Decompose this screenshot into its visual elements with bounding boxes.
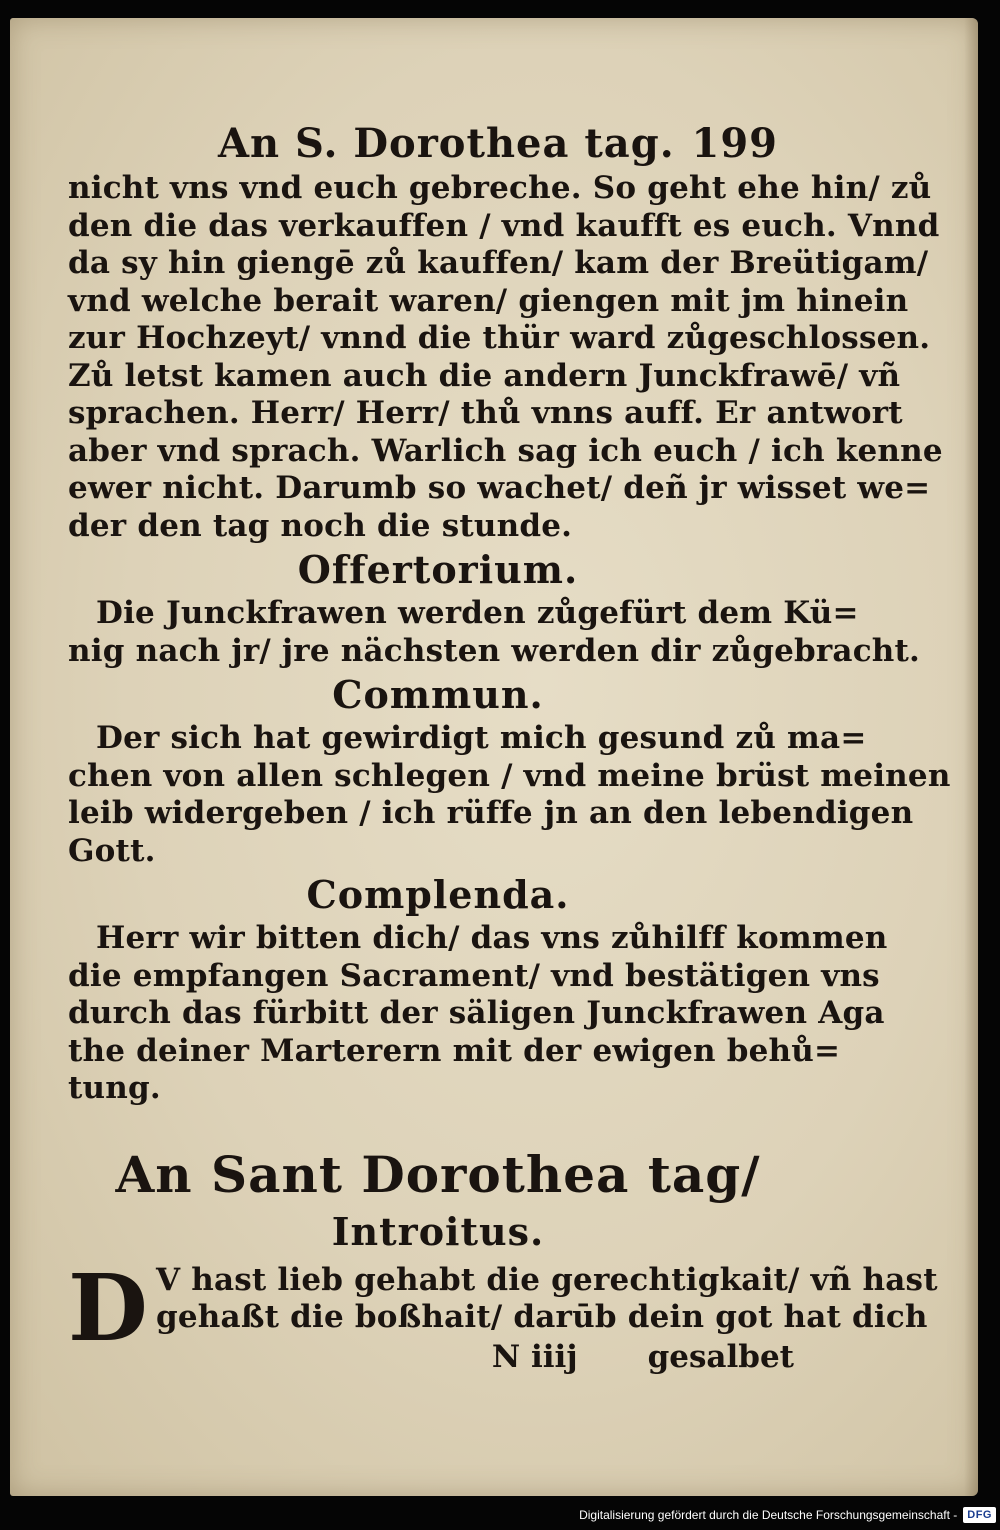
drop-cap-initial: D	[68, 1253, 148, 1362]
text-line: ewer nicht. Darumb so wachet/ deñ jr wisset we=	[68, 470, 931, 506]
footer-credit-text: Digitalisierung gefördert durch die Deutsche Forschungsgemeinschaft -	[579, 1508, 958, 1522]
text-line: Herr wir bitten dich/ das vns zůhilff kommen	[96, 920, 888, 956]
footer-credit	[579, 1500, 1000, 1530]
complenda-heading: Complenda.	[306, 872, 570, 917]
catchword: gesalbet	[647, 1338, 794, 1375]
text-line: da sy hin giengē zů kauffen/ kam der Breütigam/	[68, 245, 929, 281]
text-line: den die das verkauffen / vnd kaufft es euch. Vnnd	[68, 207, 940, 244]
section-heading: An Sant Dorothea tag/	[115, 1144, 761, 1204]
dfg-logo: DFG	[963, 1507, 996, 1523]
text-line: durch das fürbitt der säligen Junckfrawen Aga	[68, 995, 885, 1031]
running-head	[68, 118, 808, 170]
page-text	[68, 118, 951, 1377]
folio-number: 199	[691, 120, 778, 167]
introitus-heading: Introitus.	[331, 1208, 545, 1254]
signature-mark: N iiij	[491, 1338, 578, 1375]
offertorium-text	[68, 595, 921, 670]
complenda-text	[68, 920, 888, 1108]
text-line: der den tag noch die stunde.	[68, 507, 573, 544]
commun-heading: Commun.	[332, 672, 544, 717]
text-line: Gott.	[68, 832, 156, 869]
text-line: V hast lieb gehabt die gerechtigkait/ vñ hast	[156, 1261, 938, 1298]
text-line: chen von allen schlegen / vnd meine brüst meinen	[68, 757, 951, 794]
text-line: Die Junckfrawen werden zůgefürt dem Kü=	[96, 595, 859, 631]
page-edge	[964, 18, 978, 1496]
text-line: die empfangen Sacrament/ vnd bestätigen vns	[68, 957, 880, 994]
offertorium-heading: Offertorium.	[297, 547, 579, 592]
text-line: vnd welche berait waren/ giengen mit jm hinein	[68, 282, 909, 319]
text-line: Zů letst kamen auch die andern Junckfrawē/ vñ	[68, 357, 901, 394]
gospel-text	[68, 170, 943, 545]
text-line: nig nach jr/ jre nächsten werden dir zůgebracht.	[68, 632, 921, 669]
text-line: leib widergeben / ich rüffe jn an den lebendigen	[68, 795, 914, 831]
text-line: the deiner Marterern mit der ewigen behů=	[68, 1032, 841, 1069]
text-line: tung.	[68, 1070, 161, 1106]
text-line: aber vnd sprach. Warlich sag ich euch / ich kenne	[68, 432, 943, 469]
text-line: gehaßt die boßhait/ darūb dein got hat dich	[156, 1299, 928, 1335]
catch-line	[68, 1337, 808, 1377]
book-page	[10, 18, 978, 1496]
text-line: Der sich hat gewirdigt mich gesund zů ma=	[96, 720, 867, 756]
text-line: zur Hochzeyt/ vnnd die thür ward zůgeschlossen.	[68, 320, 931, 356]
text-line: nicht vns vnd euch gebreche. So geht ehe hin/ zů	[68, 170, 932, 206]
text-line: sprachen. Herr/ Herr/ thů vnns auff. Er antwort	[68, 395, 903, 431]
running-head-title: An S. Dorothea tag.	[218, 120, 675, 167]
commun-text	[68, 720, 951, 870]
